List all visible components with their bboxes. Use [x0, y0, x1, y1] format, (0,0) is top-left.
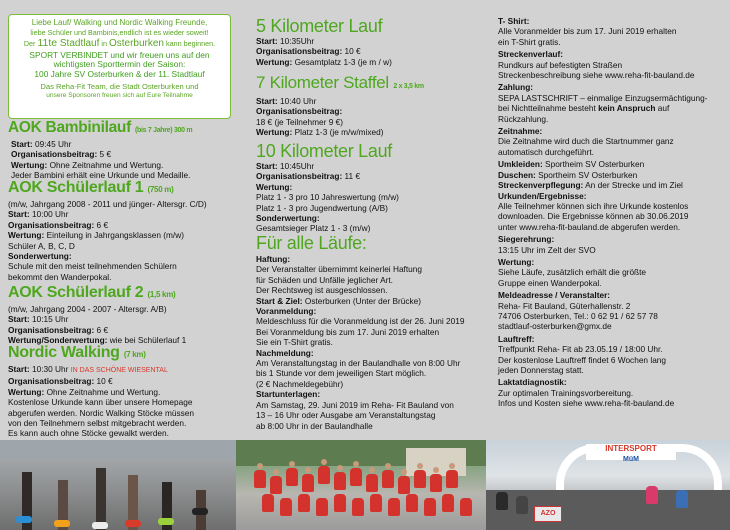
- lactate-label: Laktatdiagnostik:: [498, 377, 567, 388]
- 7km-staffel-section: [256, 73, 486, 138]
- schuelerlauf1-title: AOK Schülerlauf 1 (750 m): [8, 179, 174, 196]
- organizer-1: Reha- Fit Bauland, Güterhallenstr. 2: [498, 300, 631, 311]
- bambini-start: Start: 09:45 Uhr: [11, 139, 72, 149]
- intro-line3: [9, 39, 230, 49]
- nordic-walking-note-1: Kostenlose Urkunde kann über unsere Homepage: [8, 397, 193, 408]
- 10km-rating-2: Platz 1 - 3 pro Jugendwertung (A/B): [256, 202, 388, 213]
- preregistration-3: Sie ein T-Shirt gratis.: [256, 337, 333, 348]
- intro-line8: unsere Sponsoren freuen sich auf Eure Teilnahme: [46, 92, 193, 100]
- late-registration-1: Am Veranstaltungstag in der Baulandhalle von 8:00 Uhr: [256, 358, 461, 369]
- schuelerlauf2-group: (m/w, Jahrgang 2004 - 2007 - Altersgr. A/B): [8, 304, 167, 314]
- 7km-fee-label: Organisationsbeitrag:: [256, 106, 343, 117]
- nordic-walking-start: Start: 10:30 Uhr IN DAS SCHÖNE WIESENTAL: [8, 364, 168, 374]
- 10km-title: 10 Kilometer Lauf: [256, 141, 392, 161]
- course-1: Rundkurs auf befestigten Straßen: [498, 59, 623, 70]
- intro-box: [8, 14, 231, 119]
- late-registration-3: (2 € Nachmeldegebühr): [256, 378, 344, 389]
- 5km-start: Start: 10:35Uhr: [256, 36, 315, 46]
- tshirt-2: ein T-Shirt gratis.: [498, 36, 561, 47]
- ceremony-label: Siegerehrung:: [498, 234, 555, 245]
- bambini-note: Jeder Bambini erhält eine Urkunde und Medaille.: [11, 170, 191, 181]
- preregistration-label: Voranmeldung:: [256, 306, 317, 317]
- start-finish: Start & Ziel: Osterburken (Unter der Brücke): [256, 295, 422, 306]
- 10km-rating-1: Platz 1 - 3 pro 10 Jahreswertung (m/w): [256, 192, 399, 203]
- schuelerlauf2-start: Start: 10:15 Uhr: [8, 314, 69, 325]
- nordic-walking-note-4: Es kann auch ohne Stöcke gewalkt werden.: [8, 428, 169, 439]
- schuelerlauf1-group: (m/w, Jahrgang 2008 - 2011 und jünger- Altersgr. C/D): [8, 199, 207, 209]
- certificates-1: Alle Teilnehmer können sich ihre Urkunde kostenlos: [498, 200, 689, 211]
- schuelerlauf1-special-2: bekommt den Wanderpokal.: [8, 271, 112, 282]
- certificates-3: unter www.reha-fit-bauland.de abgerufen werden.: [498, 221, 681, 232]
- timing-1: Die Zeitnahme wird duch die Startnummer ganz: [498, 136, 674, 147]
- catering: Streckenverpflegung: An der Strecke und im Ziel: [498, 180, 683, 191]
- intro-line3-b: Stadtlauf: [57, 38, 100, 50]
- schuelerlauf1-rating: Wertung: Einteilung in Jahrgangsklassen (m/w): [8, 230, 184, 241]
- 10km-fee: Organisationsbeitrag: 11 €: [256, 171, 361, 182]
- running-club-1: Treffpunkt Reha- Fit ab 23.05.19 / 18:00 Uhr.: [498, 344, 663, 355]
- ceremony-1: 13:15 Uhr im Zelt der SVO: [498, 244, 596, 255]
- banner-sub: MüM: [623, 456, 639, 463]
- payment-2: bei Nichtteilnahme besteht kein Anspruch auf: [498, 103, 670, 114]
- 5km-section: [256, 16, 486, 67]
- running-club-label: Lauftreff:: [498, 333, 535, 344]
- nordic-walking-section: [8, 344, 233, 439]
- schuelerlauf2-rating: Wertung/Sonderwertung: wie bei Schülerlauf 1: [8, 335, 187, 346]
- 7km-start: Start: 10:40 Uhr: [256, 96, 317, 106]
- certificates-2: downloaden. Die Ergebnisse können ab 30.06.2019: [498, 211, 689, 222]
- intro-line4: SPORT VERBINDET und wir freuen uns auf den: [29, 49, 210, 60]
- schuelerlauf1-section: [8, 179, 233, 282]
- nordic-walking-title: Nordic Walking (7 km): [8, 344, 146, 361]
- intro-line3-d: Osterburken: [108, 38, 164, 50]
- banner-text: INTERSPORT: [605, 444, 657, 453]
- certificates-label: Urkunden/Ergebnisse:: [498, 190, 587, 201]
- course-label: Streckenverlauf:: [498, 49, 564, 60]
- schuelerlauf1-start: Start: 10:00 Uhr: [8, 209, 69, 220]
- nordic-walking-note-3: von den Teilnehmern selbst mitgebracht werden.: [8, 418, 187, 429]
- 7km-rating: Wertung: Platz 1-3 (je m/w/mixed): [256, 127, 384, 138]
- payment-label: Zahlung:: [498, 82, 534, 93]
- photo-finish-arch: [486, 440, 730, 530]
- intro-line3-c: in: [99, 39, 109, 49]
- liability-label: Haftung:: [256, 254, 291, 264]
- late-registration-label: Nachmeldung:: [256, 347, 314, 358]
- schuelerlauf1-special-label: Sonderwertung:: [8, 251, 72, 262]
- nordic-walking-rating: Wertung: Ohne Zeitnahme und Wertung.: [8, 386, 161, 397]
- 10km-special: Gesamtsieger Platz 1 - 3 (m/w): [256, 223, 371, 234]
- tshirt-label: T- Shirt:: [498, 16, 530, 26]
- 10km-special-label: Sonderwertung:: [256, 213, 320, 224]
- timing-label: Zeitnahme:: [498, 126, 543, 137]
- course-2: Streckenbeschreibung siehe www.reha-fit-bauland.de: [498, 70, 695, 81]
- payment-3: Rückzahlung.: [498, 113, 549, 124]
- 10km-rating-label: Wertung:: [256, 181, 293, 192]
- preregistration-2: Bei Voranmeldung bis zum 17. Juni 2019 erhalten: [256, 326, 440, 337]
- schuelerlauf2-section: [8, 284, 233, 346]
- 10km-start: Start: 10:45Uhr: [256, 161, 315, 171]
- intro-line5: wichtigsten Sporttermin der Saison:: [53, 59, 186, 70]
- bambini-fee: Organisationsbeitrag: 5 €: [11, 149, 112, 160]
- liability-3: Der Rechtsweg ist ausgeschlossen.: [256, 285, 388, 296]
- start-documents-label: Startunterlagen:: [256, 389, 321, 400]
- bambini-title: AOK Bambinilauf (bis 7 Jahre) 300 m: [8, 119, 193, 136]
- sign-azo: AZO: [534, 506, 562, 522]
- photo-team-group: [236, 440, 486, 530]
- start-documents-2: 13 – 16 Uhr oder Ausgabe am Veranstaltungstag: [256, 410, 436, 421]
- schuelerlauf1-fee: Organisationsbeitrag: 6 €: [8, 219, 109, 230]
- liability-1: Der Veranstalter übernimmt keinerlei Haftung: [256, 264, 423, 275]
- payment-1: SEPA LASTSCHRIFT – einmalige Einzugsermächtigung-: [498, 92, 708, 103]
- 5km-rating: Wertung: Gesamtplatz 1-3 (je m / w): [256, 56, 392, 67]
- start-documents-1: Am Samstag, 29. Juni 2019 im Reha- Fit Bauland von: [256, 399, 454, 410]
- preregistration-1: Meldeschluss für die Voranmeldung ist der 26. Juni 2019: [256, 316, 465, 327]
- 5km-title: 5 Kilometer Lauf: [256, 16, 383, 36]
- organizer-email: stadtlauf-osterburken@gmx.de: [498, 321, 612, 332]
- intro-line2: liebe Schüler und Bambinis,endlich ist es wieder soweit!: [30, 27, 209, 37]
- schuelerlauf1-special-1: Schule mit den meist teilnehmenden Schülern: [8, 261, 177, 272]
- bambini-rating: Wertung: Ohne Zeitnahme und Wertung.: [11, 159, 164, 170]
- rating-label: Wertung:: [498, 256, 535, 267]
- timing-2: automatisch durchgeführt.: [498, 146, 594, 157]
- finish-banner: [586, 444, 676, 463]
- rating-1: Siehe Läufe, zusätzlich erhält die größte: [498, 267, 647, 278]
- intro-line3-num: 11te: [37, 37, 58, 50]
- nordic-walking-fee: Organisationsbeitrag: 10 €: [8, 376, 113, 387]
- intro-line3-a: Der: [23, 39, 38, 49]
- changing-rooms: Umkleiden: Sportheim SV Osterburken: [498, 159, 645, 170]
- late-registration-2: bis 1 Stunde vor dem jeweiligen Start möglich.: [256, 368, 427, 379]
- schuelerlauf2-fee: Organisationsbeitrag: 6 €: [8, 324, 109, 335]
- organizer-2: 74706 Osterburken, Tel.: 0 62 91 / 62 57 78: [498, 310, 658, 321]
- rating-2: Gruppe einen Wanderpokal.: [498, 277, 602, 288]
- 7km-fee: 18 € (je Teilnehmer 9 €): [256, 116, 344, 127]
- showers: Duschen: Sportheim SV Osterburken: [498, 169, 638, 180]
- organizer-label: Meldeadresse / Veranstalter:: [498, 290, 611, 301]
- intro-line7: Das Reha-Fit Team, die Stadt Osterburken und: [40, 81, 199, 91]
- running-club-3: jeden Donnerstag statt.: [498, 365, 584, 375]
- intro-line1: Liebe Lauf/ Walking und Nordic Walking Freunde,: [31, 18, 208, 27]
- 10km-section: [256, 141, 486, 234]
- nordic-walking-note-2: abgerufen werden. Nordic Walking Stöcke müssen: [8, 407, 195, 418]
- all-runs-section: [256, 233, 486, 431]
- liability-2: für Schäden und Unfälle jeglicher Art.: [256, 274, 393, 285]
- lactate-2: Infos und Kosten siehe www.reha-fit-bauland.de: [498, 398, 675, 409]
- lactate-1: Zur optimalen Trainingsvorbereitung.: [498, 387, 634, 398]
- 7km-title: 7 Kilometer Staffel 2 x 3,5 km: [256, 73, 424, 92]
- column-3: [498, 16, 726, 409]
- 5km-fee: Organisationsbeitrag: 10 €: [256, 46, 361, 57]
- running-club-2: Der kostenlose Lauftreff findet 6 Wochen lang: [498, 354, 667, 365]
- all-runs-title: Für alle Läufe:: [256, 233, 367, 253]
- tshirt-1: Alle Voranmelder bis zum 17. Juni 2019 erhalten: [498, 26, 677, 37]
- intro-line3-e: kann beginnen.: [164, 39, 216, 49]
- photo-runners-legs: [0, 440, 236, 530]
- schuelerlauf1-classes: Schüler A, B, C, D: [8, 240, 75, 251]
- intro-line6: 100 Jahre SV Osterburken & der 11. Stadtlauf: [34, 68, 205, 79]
- bambini-section: [8, 119, 233, 181]
- schuelerlauf2-title: AOK Schülerlauf 2 (1,5 km): [8, 284, 176, 301]
- start-documents-3: ab 8:00 Uhr in der Baulandhalle: [256, 420, 373, 431]
